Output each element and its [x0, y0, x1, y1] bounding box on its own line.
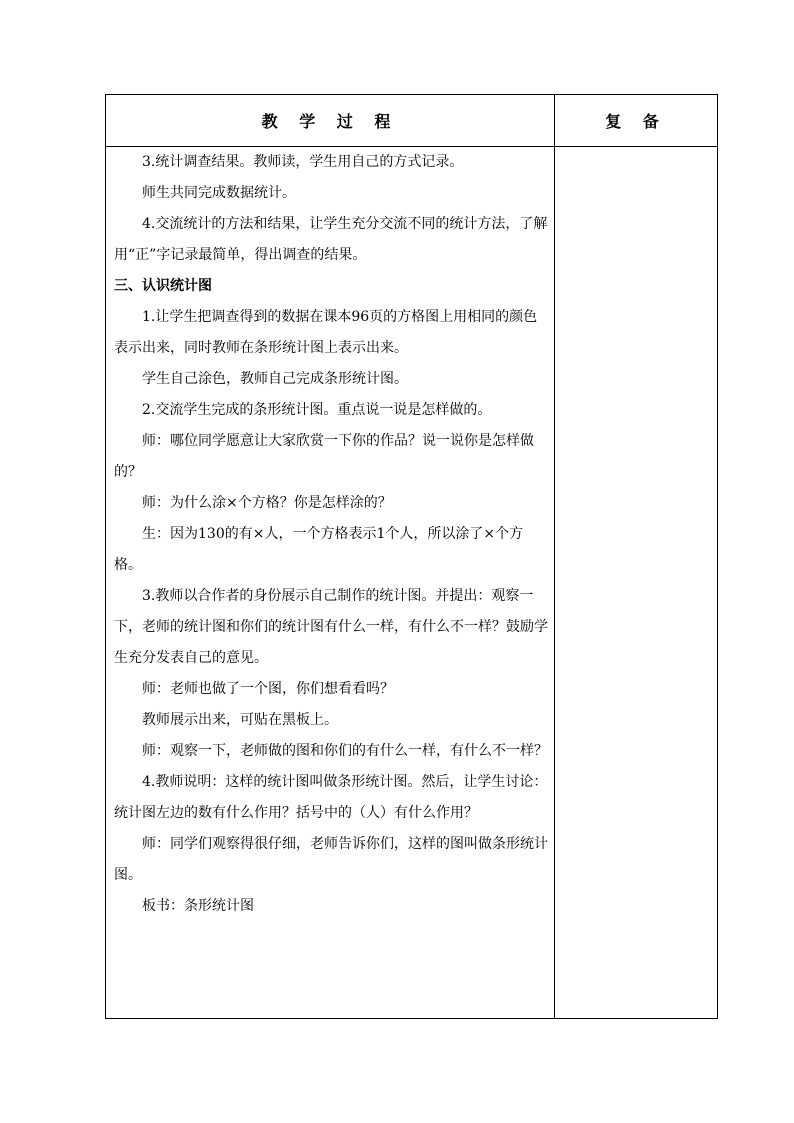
paragraph: 师：哪位同学愿意让大家欣赏一下你的作品？说一说你是怎样做的？	[114, 433, 534, 480]
paragraph: 3.教师以合作者的身份展示自己制作的统计图。并提出：观察一下，老师的统计图和你们的统计图有什么一样，有什么不一样？鼓励学生充分发表自己的意见。	[114, 588, 548, 666]
paragraph: 教师展示出来，可贴在黑板上。	[142, 712, 338, 728]
table-header-row	[106, 95, 717, 147]
section-title: 三、认识统计图	[114, 278, 212, 294]
paragraph: 师：老师也做了一个图，你们想看看吗？	[142, 681, 394, 697]
paragraph: 4.交流统计的方法和结果，让学生充分交流不同的统计方法，了解用“正”字记录最简单，得出调查的结果。	[114, 216, 548, 263]
teaching-process-content	[114, 147, 550, 922]
lesson-table	[105, 94, 718, 1019]
paragraph: 师：观察一下，老师做的图和你们的有什么一样，有什么不一样？	[142, 743, 548, 759]
column-divider	[554, 95, 555, 1018]
paragraph: 师：为什么涂×个方格？你是怎样涂的？	[142, 495, 392, 511]
header-teaching-process: 教 学 过 程	[261, 112, 399, 131]
paragraph: 生：因为130的有×人，一个方格表示1个人，所以涂了×个方格。	[114, 526, 524, 573]
paragraph: 师生共同完成数据统计。	[142, 185, 296, 201]
paragraph: 板书：条形统计图	[142, 898, 254, 914]
paragraph: 师：同学们观察得很仔细，老师告诉你们，这样的图叫做条形统计图。	[114, 836, 548, 883]
paragraph: 3.统计调查结果。教师读，学生用自己的方式记录。	[142, 154, 464, 170]
paragraph: 2.交流学生完成的条形统计图。重点说一说是怎样做的。	[142, 402, 492, 418]
header-review: 复 备	[605, 112, 667, 131]
paragraph: 学生自己涂色，教师自己完成条形统计图。	[142, 371, 408, 387]
paragraph: 1.让学生把调查得到的数据在课本96页的方格图上用相同的颜色表示出来，同时教师在条形统计图上表示出来。	[114, 309, 538, 356]
paragraph: 4.教师说明：这样的统计图叫做条形统计图。然后，让学生讨论：统计图左边的数有什么作用？括号中的（人）有什么作用？	[114, 774, 548, 821]
